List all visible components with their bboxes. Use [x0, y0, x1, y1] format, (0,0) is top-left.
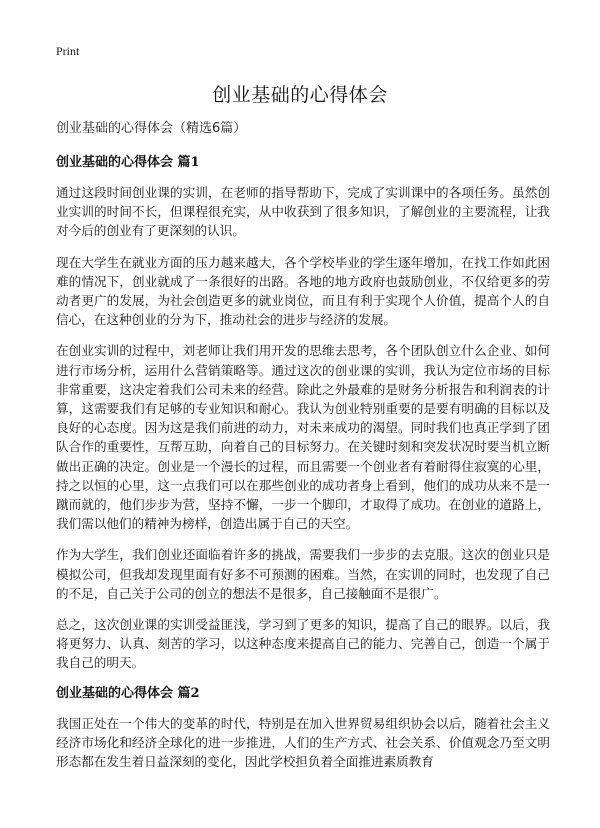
- paragraph: 作为大学生，我们创业还面临着许多的挑战，需要我们一步步的去克服。这次的创业只是模拟公司，但我却发现里面有好多不可预测的困难。当然，在实训的同时，也发现了自己的不足，自己关于公司的创立的想法不是很多，自己接触面不是很广。: [56, 547, 550, 601]
- page-title: 创业基础的心得体会: [212, 84, 388, 106]
- print-link[interactable]: Print: [56, 44, 80, 58]
- document-subtitle: 创业基础的心得体会（精选6篇）: [56, 121, 247, 136]
- section-heading: 创业基础的心得体会 篇2: [56, 685, 200, 701]
- paragraph: 我国正处在一个伟大的变革的时代，特别是在加入世界贸易组织协会以后，随着社会主义经济市场化和经济全球化的进一步推进，人们的生产方式、社会关系、价值观念乃至文明形态都在发生着日益深刻的变化，因此学校担负着全面推进素质教育: [56, 715, 550, 770]
- paragraph: 总之，这次创业课的实训受益匪浅，学习到了更多的知识，提高了自己的眼界。以后，我将更努力、认真、刻苦的学习，以这种态度来提高自己的能力、完善自己，创造一个属于我自己的明天。: [56, 617, 550, 671]
- paragraph: 通过这段时间创业课的实训，在老师的指导帮助下，完成了实训课中的各项任务。虽然创业实训的时间不长，但课程很充实，从中收获到了很多知识，了解创业的主要流程，让我对今后的创业有了更深刻的认识。: [56, 185, 550, 239]
- section-1: [56, 154, 550, 673]
- document-body: [56, 120, 550, 783]
- paragraph: 在创业实训的过程中，刘老师让我们用开发的思维去思考，各个团队创立什么企业、如何进行市场分析，运用什么营销策略等。通过这次的创业课的实训，我认为定位市场的目标非常重要，这决定着我们公司未来的经营。除此之外最难的是财务分析报告和利润表的计算，这需要我们有足够的专业知识和耐心。我认为创业特别重要的是要有明确的目标以及良好的心态度。因为这是我们前进的动力，对未来成功的渴望。同时我们也真正学到了团队合作的重要性，互帮互助，向着自己的目标努力。在关键时刻和突发状况时要当机立断做出正确的决定。创业是一个漫长的过程，而且需要一个创业者有着耐得住寂寞的心里，持之以恒的心里，这一点我们可以在那些创业的成功者身上看到，他们的成功从来不是一蹴而就的，他们步步为营，坚持不懈，一步一个脚印，才取得了成功。在创业的道路上，我们需以他们的精神为榜样，创造出属于自己的天空。: [56, 343, 550, 532]
- section-heading: 创业基础的心得体会 篇1: [56, 155, 200, 170]
- section-2: [56, 685, 550, 772]
- paragraph: 现在大学生在就业方面的压力越来越大，各个学校毕业的学生逐年增加，在找工作如此困难的情况下，创业就成了一条很好的出路。各地的地方政府也鼓励创业，不仅给更多的劳动者更广的发展，为社会创造更多的就业岗位，而且有利于实现个人价值，提高个人的自信心，在这种创业的分为下，推动社会的进步与经济的发展。: [56, 254, 550, 328]
